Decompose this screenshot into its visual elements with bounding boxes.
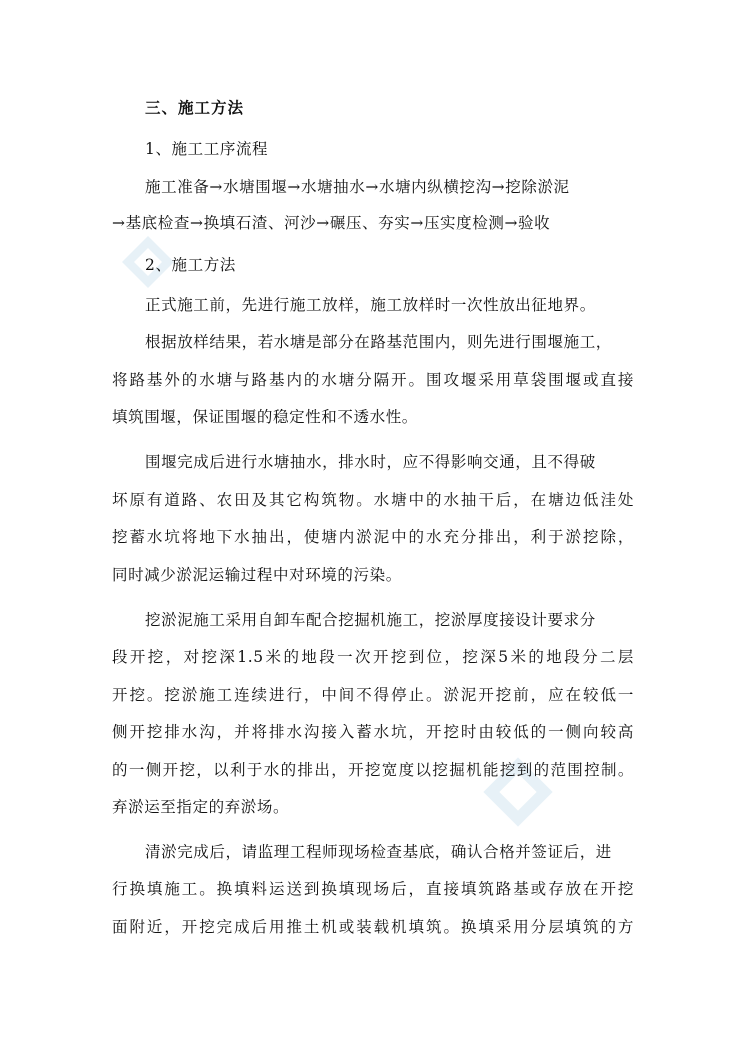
paragraph-line: 侧开挖排水沟，并将排水沟接入蓄水坑，开挖时由较低的一侧向较高 bbox=[112, 723, 634, 741]
section-heading: 三、施工方法 bbox=[145, 98, 245, 117]
paragraph-line: 根据放样结果，若水塘是部分在路基范围内，则先进行围堰施工， bbox=[145, 333, 612, 351]
paragraph-line: 开挖。挖淤施工连续进行，中间不得停止。淤泥开挖前，应在较低一 bbox=[112, 686, 634, 704]
paragraph-line: 的一侧开挖，以利于水的排出，开挖宽度以挖掘机能挖到的范围控制。 bbox=[112, 761, 634, 779]
paragraph-line: 围堰完成后进行水塘抽水，排水时，应不得影响交通，且不得破 bbox=[145, 453, 596, 471]
paragraph-line: 将路基外的水塘与路基内的水塘分隔开。围攻堰采用草袋围堰或直接 bbox=[112, 371, 634, 389]
paragraph-line: 正式施工前，先进行施工放样，施工放样时一次性放出征地界。 bbox=[145, 296, 596, 314]
paragraph-line: 清淤完成后，请监理工程师现场检查基底，确认合格并签证后，进 bbox=[145, 843, 612, 861]
paragraph-line: 面附近，开挖完成后用推土机或装载机填筑。换填采用分层填筑的方 bbox=[112, 918, 634, 936]
paragraph-line: 挖蓄水坑将地下水抽出，使塘内淤泥中的水充分排出，利于淤挖除， bbox=[112, 528, 634, 546]
flow-text-line: 施工准备→水塘围堰→水塘抽水→水塘内纵横挖沟→挖除淤泥 bbox=[145, 178, 570, 196]
paragraph-line: 段开挖，对挖深1.5米的地段一次开挖到位，挖深5米的地段分二层 bbox=[112, 648, 634, 666]
paragraph-line: 填筑围堰，保证围堰的稳定性和不透水性。 bbox=[112, 408, 418, 426]
subheading-process-flow: 1、施工工序流程 bbox=[145, 140, 269, 158]
paragraph-line: 挖淤泥施工采用自卸车配合挖掘机施工，挖淤厚度接设计要求分 bbox=[145, 611, 596, 629]
paragraph-line: 同时减少淤泥运输过程中对环境的污染。 bbox=[112, 566, 402, 584]
flow-text-line: →基底检查→换填石渣、河沙→碾压、夯实→压实度检测→验收 bbox=[112, 214, 551, 232]
paragraph-line: 弃淤运至指定的弃淤场。 bbox=[112, 798, 290, 816]
subheading-construction-method: 2、施工方法 bbox=[145, 256, 236, 274]
paragraph-line: 坏原有道路、农田及其它构筑物。水塘中的水抽干后，在塘边低洼处 bbox=[112, 491, 634, 509]
paragraph-line: 行换填施工。换填料运送到换填现场后，直接填筑路基或存放在开挖 bbox=[112, 880, 634, 898]
